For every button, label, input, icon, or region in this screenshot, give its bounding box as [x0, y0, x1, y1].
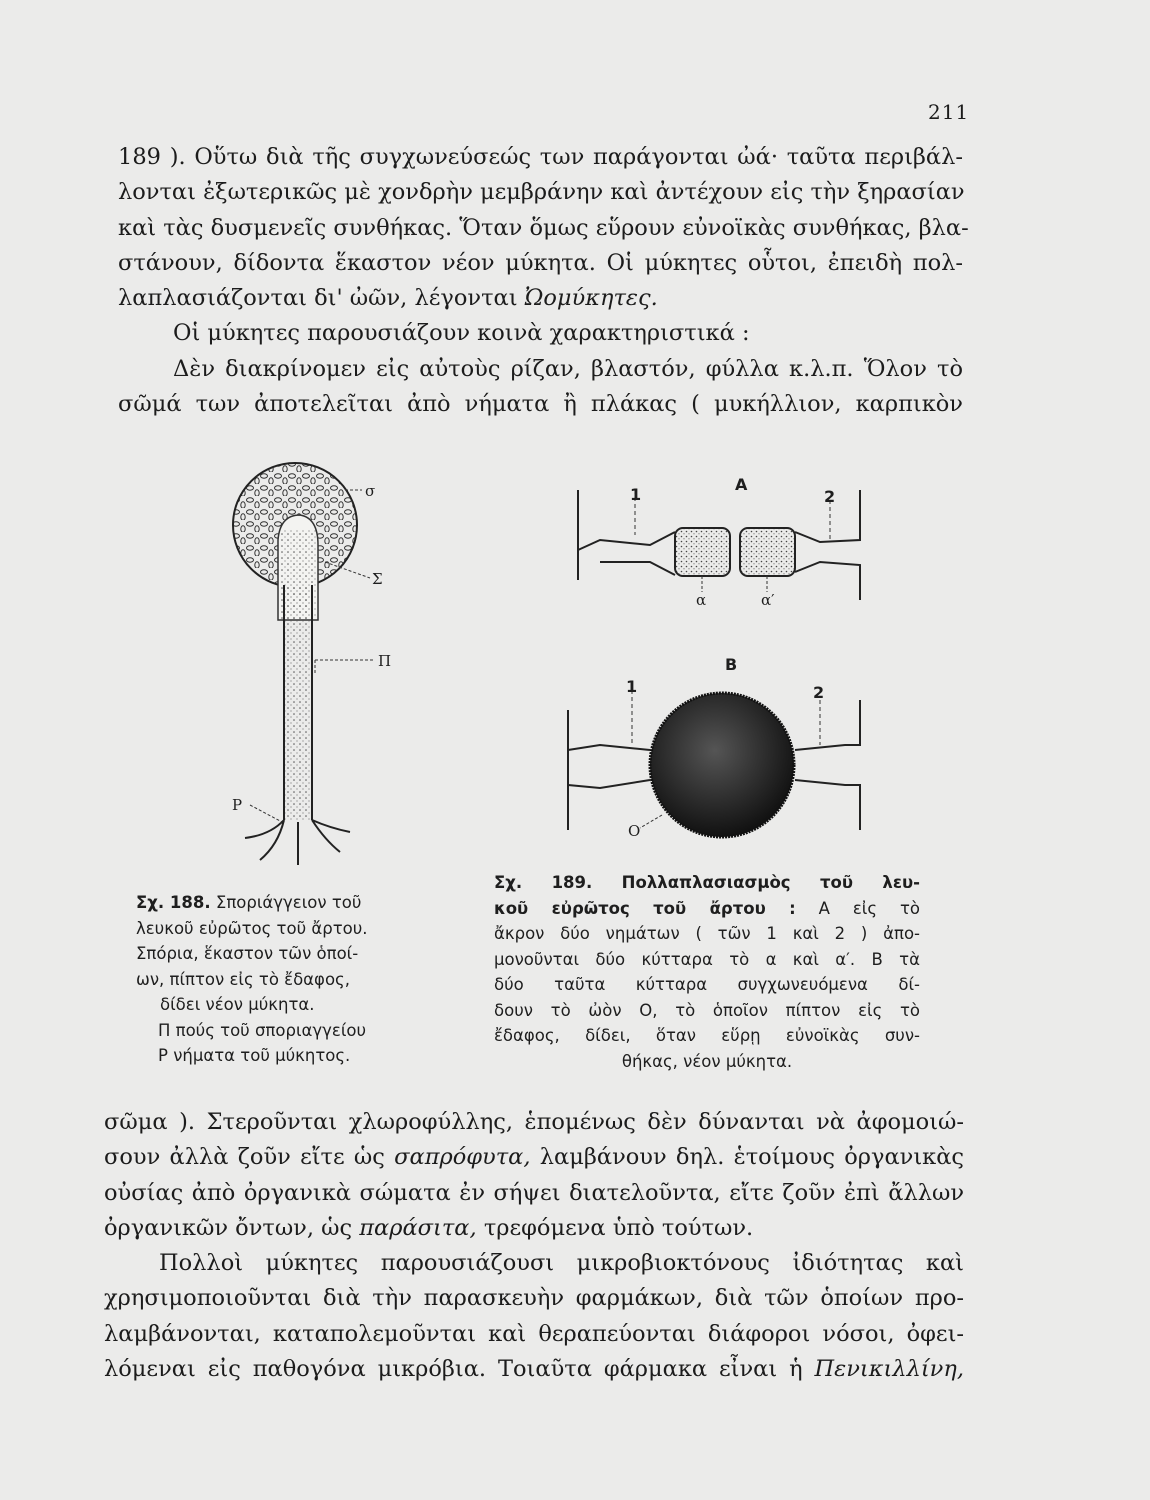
text-line — [104, 1211, 964, 1246]
term-penicillin: Πενικιλλίνη, — [814, 1356, 964, 1383]
text-line: καὶ τὰς δυσμενεῖς συνθήκας. Ὅταν ὅμως εὕρουν εὐνοϊκὰς συνθήκας, βλα- — [118, 214, 969, 241]
text-line: λαμβάνονται, καταπολεμοῦνται καὶ θεραπεύονται διάφοροι νόσοι, ὀφει- — [104, 1320, 964, 1347]
text-fragment: λόμεναι εἰς παθογόνα μικρόβια. Τοιαῦτα φάρμακα εἶναι ἡ — [104, 1356, 803, 1383]
label-A: Α — [735, 475, 748, 494]
label-sigma-small: σ — [365, 482, 376, 500]
top-paragraph — [118, 140, 969, 422]
caption-line: θήκας, νέον μύκητα. — [621, 1051, 793, 1071]
text-line: 189 ). Οὕτω διὰ τῆς συγχωνεύσεώς των παράγονται ὠά· ταῦτα περιβάλ- — [118, 144, 963, 170]
caption-line: δίδει νέον μύκητα. — [160, 995, 315, 1014]
page-number: 211 — [928, 100, 970, 124]
label-2-top: 2 — [824, 487, 836, 506]
label-omicron: Ο — [628, 822, 641, 840]
text-fragment: ὀργανικῶν ὄντων, ὡς — [104, 1214, 353, 1241]
caption-label-cont: κοῦ εὐρῶτος τοῦ ἄρτου : — [494, 898, 796, 918]
label-1-top: 1 — [630, 485, 642, 504]
caption-line — [136, 890, 421, 916]
label-sigma-big: Σ — [372, 570, 383, 588]
caption-line: ων, πίπτον εἰς τὸ ἔδαφος, — [136, 969, 350, 989]
text-fragment: λαμβάνουν δηλ. ἑτοίμους ὀργανικὰς — [539, 1144, 965, 1171]
label-2-bottom: 2 — [813, 683, 825, 702]
caption-legend: Ρ νήματα τοῦ μύκητος. — [158, 1046, 351, 1065]
caption-line: λευκοῦ εὐρῶτος τοῦ ἄρτου. — [136, 918, 368, 938]
text-line: σῶμά των ἀποτελεῖται ἀπὸ νήματα ἢ πλάκας ( μυκήλλιον, καρπικὸν — [118, 391, 963, 418]
text-fragment: τρεφόμενα ὑπὸ τούτων. — [483, 1214, 754, 1241]
figure-189-caption — [494, 870, 920, 1074]
text-line: σῶμα ). Στεροῦνται χλωροφύλλης, ἑπομένως δὲν δύνανται νὰ ἀφομοιώ- — [104, 1109, 964, 1135]
caption-line — [494, 896, 920, 922]
text-line — [118, 281, 963, 316]
gametangium-alpha — [675, 528, 730, 576]
caption-line: μονοῦνται δύο κύτταρα τὸ α καὶ α′. Β τὰ — [494, 949, 920, 969]
text-line: οὐσίας ἀπὸ ὀργανικὰ σώματα ἐν σήψει διατελοῦντα, εἴτε ζοῦν ἐπὶ ἄλλων — [104, 1179, 964, 1206]
zygospore — [650, 693, 794, 837]
caption-label: Σχ. 188. — [136, 893, 211, 912]
label-alpha: α — [696, 591, 707, 609]
text-line: χρησιμοποιοῦνται διὰ τὴν παρασκευὴν φαρμάκων, διὰ τῶν ὁποίων προ- — [104, 1285, 964, 1312]
rhizoids — [245, 820, 350, 865]
figure-189-conjugation — [560, 470, 900, 840]
figure-188-caption — [136, 890, 421, 1069]
text-line: στάνουν, δίδοντα ἕκαστον νέον μύκητα. Οἱ μύκητες οὗτοι, ἐπειδὴ πολ- — [118, 249, 963, 276]
label-rho: Ρ — [232, 796, 243, 814]
hypha-right-B — [795, 700, 860, 830]
label-pi: Π — [378, 652, 392, 670]
caption-legend: Π πούς τοῦ σποριαγγείου — [158, 1020, 367, 1040]
text-line: λονται ἐξωτερικῶς μὲ χονδρὴν μεμβράνην καὶ ἀντέχουν εἰς τὴν ξηρασίαν — [118, 179, 965, 206]
hypha-left-A — [578, 490, 675, 580]
caption-text: Σποριάγγειον τοῦ — [215, 893, 362, 912]
bottom-paragraph — [104, 1105, 964, 1387]
hypha-left-B — [568, 710, 650, 830]
caption-text: Α εἰς τὸ — [818, 898, 920, 918]
text-fragment: σουν ἀλλὰ ζοῦν εἴτε ὡς — [104, 1144, 385, 1171]
term-parasites: παράσιτα, — [359, 1214, 477, 1241]
label-1-bottom: 1 — [626, 677, 638, 696]
hypha-right-A — [795, 490, 860, 600]
caption-line: δουν τὸ ὠὸν Ο, τὸ ὁποῖον πίπτον εἰς τὸ — [494, 1000, 920, 1020]
gametangium-alpha-prime — [740, 528, 795, 576]
caption-line: ἔδαφος, δίδει, ὅταν εὕρῃ εὐνοϊκὰς συν- — [494, 1026, 920, 1045]
text-line — [104, 1352, 964, 1387]
term-oomycetes: Ὠομύκητες. — [524, 285, 658, 312]
text-line — [104, 1140, 964, 1175]
caption-line: δύο ταῦτα κύτταρα συγχωνευόμενα δί- — [494, 975, 920, 994]
caption-line: Σπόρια, ἕκαστον τῶν ὁποί- — [136, 944, 359, 963]
label-alpha-prime: α′ — [761, 591, 775, 609]
text-line: Οἱ μύκητες παρουσιάζουν κοινὰ χαρακτηριστικά : — [173, 320, 750, 347]
caption-label: Σχ. 189. Πολλαπλασιασμὸς τοῦ λευ- — [494, 873, 920, 892]
text-fragment: λαπλασιάζονται δι' ὠῶν, λέγονται — [118, 285, 518, 312]
text-line: Πολλοὶ μύκητες παρουσιάζουσι μικροβιοκτόνους ἰδιότητας καὶ — [159, 1250, 964, 1277]
term-saprophytes: σαπρόφυτα, — [394, 1144, 531, 1171]
label-B: Β — [725, 655, 738, 674]
text-line: Δὲν διακρίνομεν εἰς αὐτοὺς ρίζαν, βλαστόν, φύλλα κ.λ.π. Ὅλον τὸ — [173, 355, 963, 382]
figure-188-sporangium — [190, 460, 450, 880]
caption-line: ἄκρον δύο νημάτων ( τῶν 1 καὶ 2 ) ἀπο- — [494, 924, 920, 943]
